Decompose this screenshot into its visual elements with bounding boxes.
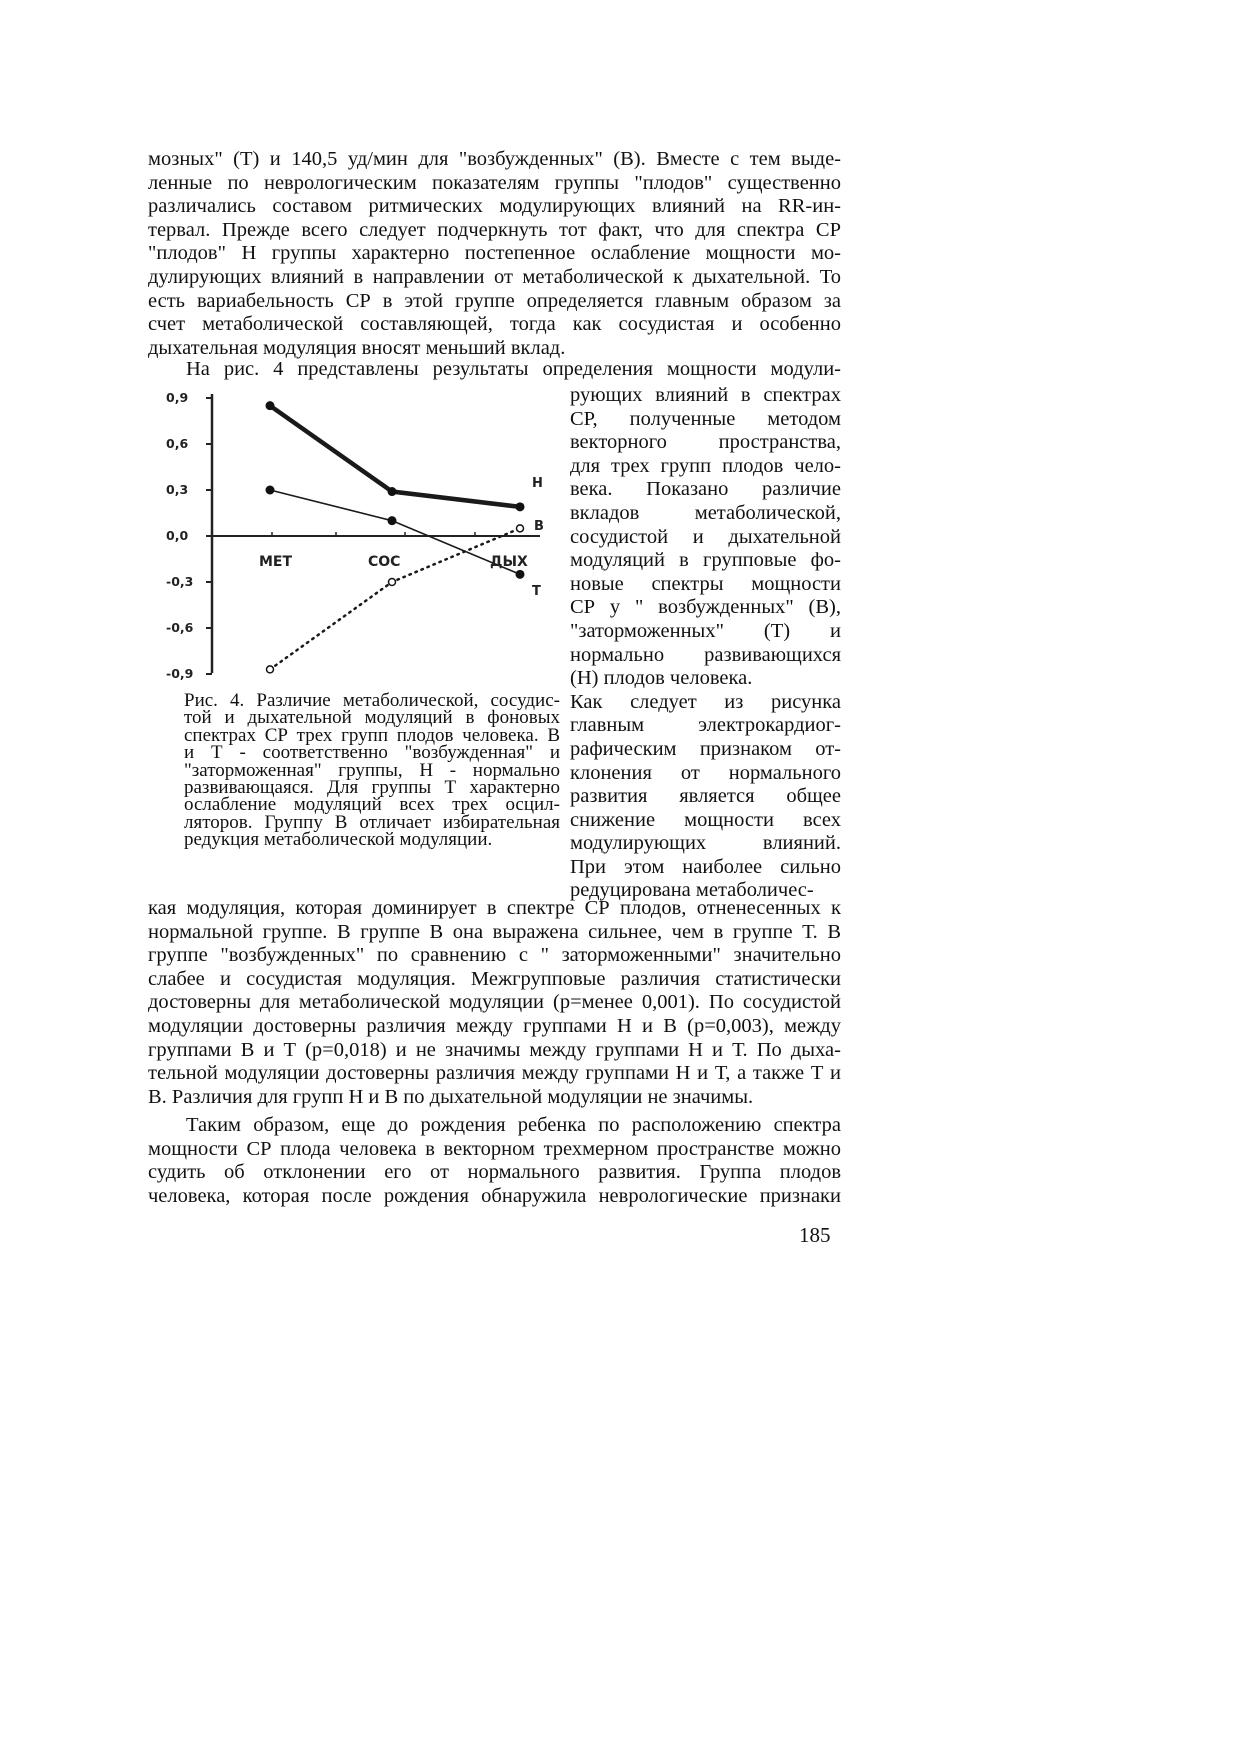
caption-line: развивающаяся. Для группы Т характерно (184, 777, 560, 799)
text-line: (Н) плодов человека. (570, 667, 753, 690)
text-line: тервал. Прежде всего следует подчеркнуть тот факт, что для спектра СР (148, 218, 841, 241)
data-point (266, 486, 275, 495)
text-line: клонения от нормального (570, 761, 841, 784)
caption-line: и Т - соответственно "возбужденная" и (184, 742, 560, 764)
data-point (516, 502, 525, 511)
text-line: развития является общее (570, 785, 841, 808)
data-point (267, 666, 274, 673)
y-tick-label: -0,6 (166, 620, 194, 635)
figure-caption (184, 692, 560, 849)
data-point (388, 487, 397, 496)
text-line: мозных" (Т) и 140,5 уд/мин для "возбужденных" (В). Вместе с тем выде- (148, 148, 841, 170)
text-line: рующих влияний в спектрах (570, 384, 841, 406)
text-line: рафическим признаком от- (570, 737, 841, 760)
y-tick-label: -0,9 (166, 666, 194, 681)
text-line: "заторможенных" (Т) и (570, 619, 841, 642)
text-line: группе "возбужденных" по сравнению с " заторможенными" значительно (148, 944, 841, 967)
text-line: Как следует из рисунка (570, 690, 841, 713)
text-line: дыхательная модуляция вносят меньший вклад. (148, 336, 566, 359)
text-line: модулирующих влияний. (570, 832, 841, 855)
right-column-text (570, 384, 841, 903)
category-label: СОС (368, 554, 401, 570)
text-line: главным электрокардиог- (570, 714, 841, 737)
caption-line: той и дыхательной модуляций в фоновых (184, 707, 560, 729)
text-line: слабее и сосудистая модуляция. Межгрупповые различия статистически (148, 967, 841, 990)
text-line: различались составом ритмических модулирующих влияний на RR-ин- (148, 195, 841, 218)
data-point (388, 516, 397, 525)
data-point (516, 570, 525, 579)
text-line: века. Показано различие (570, 478, 841, 501)
category-label: МЕТ (259, 554, 293, 570)
text-line: для трех групп плодов чело- (570, 454, 841, 477)
text-line: новые спектры мощности (570, 572, 841, 595)
text-line: модуляций в групповые фо- (570, 549, 841, 572)
text-line: редуцирована метаболичес- (570, 879, 814, 902)
figure-4-chart (160, 385, 570, 685)
y-tick-label: -0,3 (166, 574, 194, 589)
data-point (389, 579, 396, 586)
text-line: На рис. 4 представлены результаты определения мощности модули- (186, 358, 841, 380)
text-line: Таким образом, еще до рождения ребенка по расположению спектра (186, 1114, 841, 1136)
y-tick-label: 0,9 (166, 390, 189, 405)
text-line: есть вариабельность СР в этой группе определяется главным образом за (148, 289, 841, 312)
caption-line: ляторов. Группу В отличает избирательная (184, 811, 560, 833)
text-line: нормально развивающихся (570, 643, 841, 666)
text-line: мощности СР плода человека в векторном трехмерном пространстве можно (148, 1137, 841, 1160)
page-number: 185 (799, 1223, 831, 1247)
text-line: При этом наиболее сильно (570, 855, 841, 878)
paragraph-4 (148, 1114, 841, 1208)
text-line: человека, которая после рождения обнаружила неврологические признаки (148, 1184, 841, 1207)
text-line: ленные по неврологическим показателям группы "плодов" существенно (148, 171, 841, 194)
text-line: кая модуляция, которая доминирует в спектре СР плодов, отненесенных к (148, 897, 841, 919)
y-tick-label: 0,0 (166, 528, 189, 543)
series-label: В (534, 519, 544, 534)
paragraph-3 (148, 897, 841, 1109)
y-tick-label: 0,3 (166, 482, 189, 497)
data-point (266, 401, 275, 410)
text-line: дулирующих влияний в направлении от метаболической к дыхательной. То (148, 265, 841, 288)
text-line: векторного пространства, (570, 431, 841, 454)
data-point (517, 525, 524, 532)
text-line: счет метаболической составляющей, тогда как сосудистая и особенно (148, 313, 841, 336)
text-line: группами В и Т (р=0,018) и не значимы между группами Н и Т. По дыха- (148, 1038, 841, 1061)
text-line: сосудистой и дыхательной (570, 525, 841, 548)
text-line: достоверны для метаболической модуляции (р=менее 0,001). По сосудистой (148, 991, 841, 1014)
text-line: "плодов" Н группы характерно постепенное ослабление мощности мо- (148, 242, 841, 265)
text-line: СР у " возбужденных" (В), (570, 596, 841, 619)
caption-line: Рис. 4. Различие метаболической, сосудис- (184, 690, 560, 711)
series-label: Т (532, 584, 541, 599)
paragraph-1 (148, 148, 841, 360)
caption-line: "заторможенная" группы, Н - нормально (184, 759, 560, 781)
caption-line: редукция метаболической модуляции. (184, 829, 493, 851)
text-line: СР, полученные методом (570, 407, 841, 430)
text-line: судить об отклонении его от нормального развития. Группа плодов (148, 1161, 841, 1184)
text-line: В. Различия для групп Н и В по дыхательной модуляции не значимы. (148, 1085, 754, 1108)
text-line: снижение мощности всех (570, 808, 841, 831)
text-line: вкладов метаболической, (570, 501, 841, 524)
text-line: тельной модуляции достоверны различия между группами Н и Т, а также Т и (148, 1062, 841, 1085)
series-line-В (270, 528, 520, 669)
text-line: модуляции достоверны различия между группами Н и В (р=0,003), между (148, 1014, 841, 1037)
paragraph-2-first-line (186, 358, 841, 382)
series-label: Н (532, 476, 543, 491)
caption-line: ослабление модуляций всех трех осцил- (184, 794, 560, 816)
text-line: нормальной группе. В группе В она выражена сильнее, чем в группе Т. В (148, 920, 841, 943)
y-tick-label: 0,6 (166, 436, 189, 451)
caption-line: спектрах СР трех групп плодов человека. В (184, 724, 560, 746)
category-label: ДЫХ (490, 554, 528, 570)
